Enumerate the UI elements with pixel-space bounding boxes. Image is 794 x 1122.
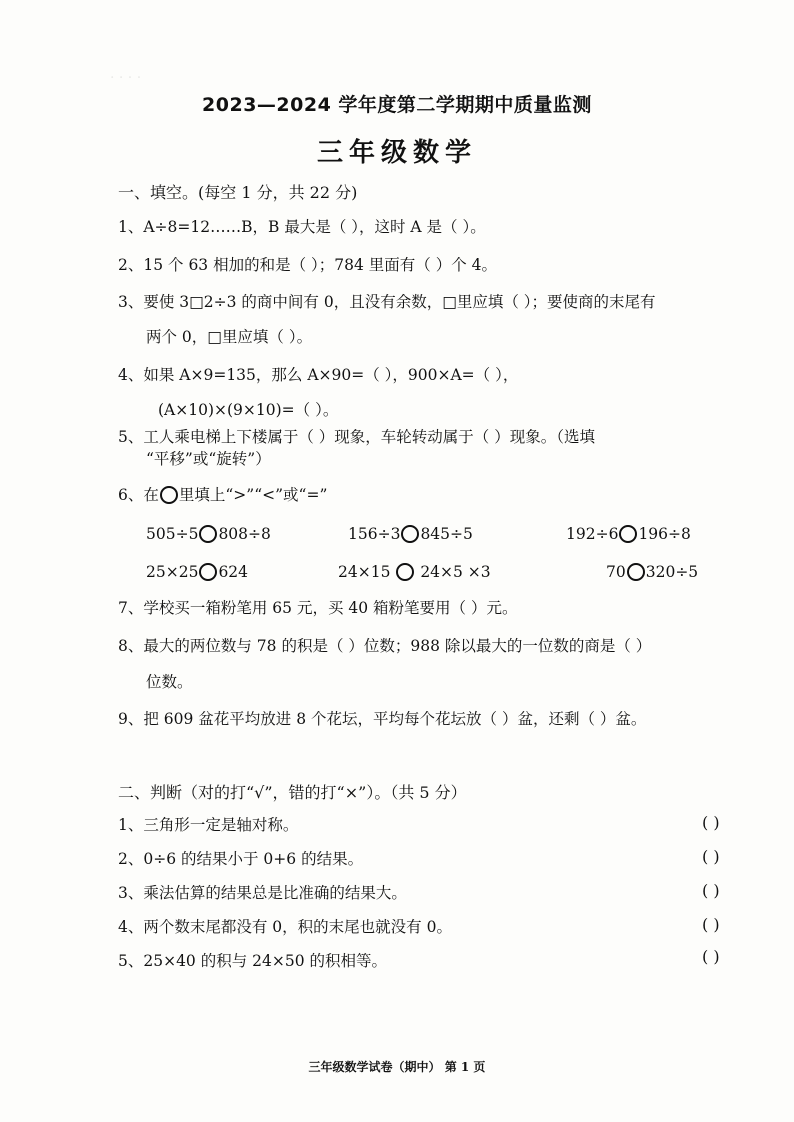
question-6 [118,485,327,505]
question-3a: 3、要使 3□2÷3 的商中间有 0，且没有余数，□里应填（ ）；要使商的末尾有 [118,293,656,311]
question-4b: (A×10)×(9×10)=（ ）。 [158,401,339,419]
answer-parentheses[interactable]: ( ) [702,947,720,966]
judge-item: 4、两个数末尾都没有 0，积的末尾也就没有 0。 [118,918,452,936]
section2-heading: 二、判断（对的打“√”，错的打“×”）。（共 5 分） [118,783,467,802]
compare-item [338,562,491,582]
compare-circle[interactable] [401,525,419,543]
compare-circle[interactable] [627,563,645,581]
compare-left: 25×25 [146,563,199,581]
question-7: 7、学校买一箱粉笔用 65 元，买 40 箱粉笔要用（ ）元。 [118,599,518,617]
question-6-rest: 里填上“>”“<”或“=” [178,486,328,504]
judge-item: 1、三角形一定是轴对称。 [118,816,299,834]
question-3b: 两个 0，□里应填（ ）。 [146,328,313,346]
answer-parentheses[interactable]: ( ) [702,881,720,900]
compare-right: 320÷5 [645,563,699,581]
compare-left: 70 [606,563,626,581]
question-1: 1、A÷8=12……B，B 最大是（ ），这时 A 是（ ）。 [118,218,486,236]
compare-circle[interactable] [619,525,637,543]
question-8a: 8、最大的两位数与 78 的积是（ ）位数；988 除以最大的一位数的商是（ ） [118,637,652,655]
question-5a: 5、工人乘电梯上下楼属于（ ）现象，车轮转动属于（ ）现象。（选填 [118,428,595,446]
question-9: 9、把 609 盆花平均放进 8 个花坛，平均每个花坛放（ ）盆，还剩（ ）盆。 [118,710,647,728]
question-4a: 4、如果 A×9=135，那么 A×90=（ ），900×A=（ ）， [118,366,519,384]
compare-right: 845÷5 [420,525,473,543]
compare-item [146,524,271,544]
compare-right: 196÷8 [638,525,691,543]
section1-heading: 一、填空。(每空 1 分，共 22 分) [118,183,358,202]
answer-parentheses[interactable]: ( ) [702,847,720,866]
question-6-intro: 6、在 [118,486,159,504]
compare-item [348,524,473,544]
compare-left: 156÷3 [348,525,401,543]
exam-subject: 三年级数学 [316,138,477,168]
question-8b: 位数。 [146,673,193,691]
judge-item: 3、乘法估算的结果总是比准确的结果大。 [118,884,407,902]
answer-parentheses[interactable]: ( ) [702,915,720,934]
compare-left: 192÷6 [566,525,619,543]
circle-icon [160,486,178,504]
compare-left: 505÷5 [146,525,199,543]
exam-title: 2023—2024 学年度第二学期期中质量监测 [202,94,592,116]
compare-item [566,524,691,544]
compare-circle[interactable] [199,563,217,581]
compare-left: 24×15 [338,563,391,581]
compare-circle[interactable] [396,563,414,581]
compare-right: 24×5 ×3 [420,563,491,581]
page-footer: 三年级数学试卷（期中） 第 1 页 [308,1060,486,1074]
judge-item: 2、0÷6 的结果小于 0+6 的结果。 [118,850,364,868]
compare-item [606,562,698,582]
compare-circle[interactable] [199,525,217,543]
judge-item: 5、25×40 的积与 24×50 的积相等。 [118,952,388,970]
compare-right: 624 [218,563,249,581]
question-5b: “平移”或“旋转”） [146,450,271,468]
answer-parentheses[interactable]: ( ) [702,813,720,832]
question-2: 2、15 个 63 相加的和是（ ）；784 里面有（ ）个 4。 [118,256,497,274]
compare-right: 808÷8 [218,525,271,543]
bleed-through-mark: · · · · [110,70,142,86]
compare-item [146,562,248,582]
